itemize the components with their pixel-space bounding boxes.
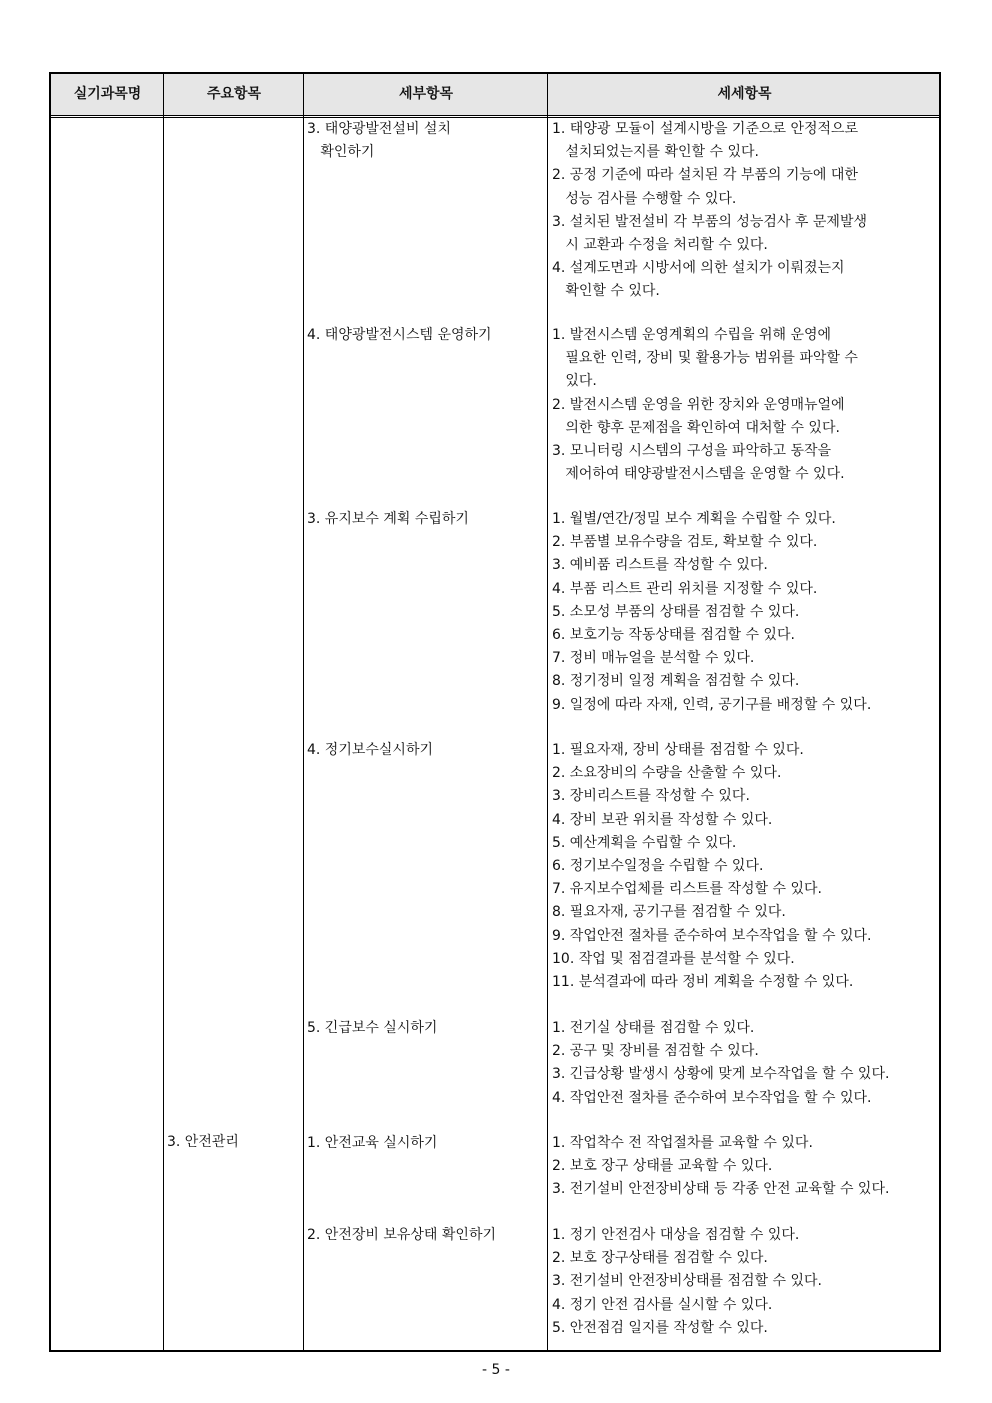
- detail-line: 4. 정기 안전 검사를 실시할 수 있다.: [552, 1296, 773, 1313]
- detail-items: [552, 508, 871, 717]
- detail-line: 있다.: [552, 373, 597, 390]
- detail-line: 4. 부품 리스트 관리 위치를 지정할 수 있다.: [552, 580, 818, 597]
- detail-line: 3. 전기설비 안전장비상태 등 각종 안전 교육할 수 있다.: [552, 1181, 890, 1198]
- sub-item: 5. 긴급보수 실시하기: [307, 1020, 438, 1036]
- page-number: - 5 -: [482, 1362, 510, 1378]
- detail-line: 필요한 인력, 장비 및 활용가능 범위를 파악할 수: [552, 350, 858, 367]
- detail-line: 4. 장비 보관 위치를 작성할 수 있다.: [552, 811, 773, 828]
- detail-line: 의한 향후 문제점을 확인하여 대처할 수 있다.: [552, 419, 840, 436]
- sub-item: 3. 유지보수 계획 수립하기: [307, 511, 469, 527]
- detail-line: 2. 공정 기준에 따라 설치된 각 부품의 기능에 대한: [552, 167, 858, 184]
- detail-items: [552, 739, 871, 994]
- header-sub-item: 세부항목: [398, 86, 454, 102]
- detail-line: 7. 정비 매뉴얼을 분석할 수 있다.: [552, 650, 755, 667]
- detail-line: 2. 소요장비의 수량을 산출할 수 있다.: [552, 765, 782, 782]
- detail-line: 9. 작업안전 절차를 준수하여 보수작업을 할 수 있다.: [552, 927, 872, 944]
- detail-line: 2. 보호 장구 상태를 교육할 수 있다.: [552, 1158, 773, 1175]
- detail-line: 2. 보호 장구상태를 점검할 수 있다.: [552, 1250, 768, 1267]
- detail-line: 9. 일정에 따라 자재, 인력, 공기구를 배정할 수 있다.: [552, 696, 872, 713]
- detail-line: 성능 검사를 수행할 수 있다.: [552, 190, 737, 207]
- detail-line: 5. 예산계획을 수립할 수 있다.: [552, 834, 737, 851]
- detail-line: 6. 정기보수일정을 수립할 수 있다.: [552, 858, 764, 875]
- detail-line: 1. 전기실 상태를 점검할 수 있다.: [552, 1020, 755, 1036]
- detail-items: [552, 324, 858, 486]
- table-header: [51, 74, 939, 116]
- detail-line: 2. 발전시스템 운영을 위한 장치와 운영매뉴얼에: [552, 396, 845, 413]
- detail-line: 6. 보호기능 작동상태를 점검할 수 있다.: [552, 627, 795, 644]
- detail-line: 3. 전기설비 안전장비상태를 점검할 수 있다.: [552, 1273, 822, 1290]
- header-subject: 실기과목명: [73, 86, 142, 102]
- column-divider: [547, 74, 548, 1350]
- detail-line: 5. 안전점검 일지를 작성할 수 있다.: [552, 1319, 768, 1336]
- detail-line: 1. 정기 안전검사 대상을 점검할 수 있다.: [552, 1227, 800, 1243]
- detail-line: 1. 발전시스템 운영계획의 수립을 위해 운영에: [552, 327, 832, 343]
- detail-line: 4. 설계도면과 시방서에 의한 설치가 이뤄졌는지: [552, 260, 845, 277]
- sub-item: 4. 정기보수실시하기: [307, 742, 433, 758]
- main-item-safety: 3. 안전관리: [167, 1134, 239, 1150]
- sub-item: 3. 태양광발전설비 설치 확인하기: [307, 121, 451, 161]
- detail-line: 3. 모니터링 시스템의 구성을 파악하고 동작을: [552, 443, 832, 460]
- detail-line: 11. 분석결과에 따라 정비 계획을 수정할 수 있다.: [552, 974, 854, 991]
- detail-items: [552, 1132, 889, 1202]
- detail-line: 시 교환과 수정을 처리할 수 있다.: [552, 237, 768, 254]
- detail-line: 1. 태양광 모듈이 설계시방을 기준으로 안정적으로: [552, 121, 859, 137]
- detail-line: 1. 월별/연간/정밀 보수 계획을 수립할 수 있다.: [552, 511, 836, 527]
- detail-line: 7. 유지보수업체를 리스트를 작성할 수 있다.: [552, 881, 822, 898]
- detail-line: 확인할 수 있다.: [552, 283, 660, 300]
- detail-line: 설치되었는지를 확인할 수 있다.: [552, 144, 759, 161]
- detail-line: 8. 정기정비 일정 계획을 점검할 수 있다.: [552, 673, 800, 690]
- sub-item: 1. 안전교육 실시하기: [307, 1135, 438, 1151]
- detail-line: 1. 필요자재, 장비 상태를 점검할 수 있다.: [552, 742, 804, 758]
- detail-items: [552, 1224, 822, 1340]
- detail-line: 제어하여 태양광발전시스템을 운영할 수 있다.: [552, 466, 845, 483]
- sub-item: 4. 태양광발전시스템 운영하기: [307, 327, 492, 343]
- detail-line: 4. 작업안전 절차를 준수하여 보수작업을 할 수 있다.: [552, 1089, 872, 1106]
- detail-line: 10. 작업 및 점검결과를 분석할 수 있다.: [552, 950, 795, 967]
- sub-item: 2. 안전장비 보유상태 확인하기: [307, 1227, 496, 1243]
- detail-line: 8. 필요자재, 공기구를 점검할 수 있다.: [552, 904, 786, 921]
- column-divider: [303, 74, 304, 1350]
- detail-line: 5. 소모성 부품의 상태를 점검할 수 있다.: [552, 603, 800, 620]
- detail-line: 2. 부품별 보유수량을 검토, 확보할 수 있다.: [552, 534, 818, 551]
- detail-items: [552, 118, 867, 304]
- detail-line: 1. 작업착수 전 작업절차를 교육할 수 있다.: [552, 1135, 813, 1151]
- column-divider: [163, 74, 164, 1350]
- detail-items: [552, 1017, 889, 1110]
- detail-line: 2. 공구 및 장비를 점검할 수 있다.: [552, 1043, 759, 1060]
- exam-items-table: [49, 72, 941, 1352]
- header-detail-item: 세세항목: [717, 86, 772, 102]
- header-main-item: 주요항목: [206, 86, 262, 102]
- detail-line: 3. 예비품 리스트를 작성할 수 있다.: [552, 557, 768, 574]
- detail-line: 3. 설치된 발전설비 각 부품의 성능검사 후 문제발생: [552, 213, 867, 230]
- detail-line: 3. 긴급상황 발생시 상황에 맞게 보수작업을 할 수 있다.: [552, 1066, 890, 1083]
- detail-line: 3. 장비리스트를 작성할 수 있다.: [552, 788, 750, 805]
